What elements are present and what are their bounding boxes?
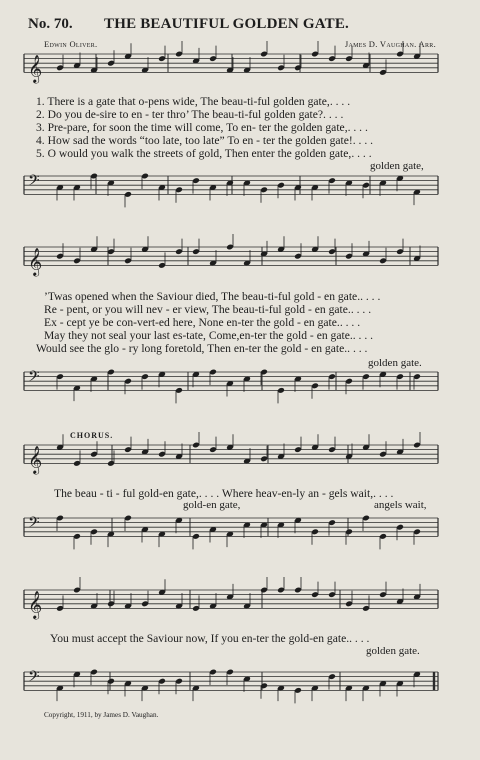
verse-line: 4. How sad the words “too late, too late” To en - ter the golden gate!. . . . — [36, 134, 374, 147]
verse-line: 3. Pre-pare, for soon the time will come, To en- ter the golden gate,. . . . — [36, 121, 368, 134]
bass-clef-icon: 𝄢 — [28, 668, 40, 689]
verse-line: Re - pent, or you will nev - er view, The beau-ti-ful gold - en gate.. . . . — [44, 303, 372, 316]
echo-text: angels wait, — [374, 499, 427, 511]
treble-clef-icon: 𝄞 — [28, 247, 43, 276]
arranger-credit: James D. Vaughan. Arr. — [344, 39, 436, 49]
verse-line: 1. There is a gate that o-pens wide, The beau-ti-ful golden gate,. . . . — [36, 95, 351, 108]
copyright-notice: Copyright, 1911, by James D. Vaughan. — [44, 711, 159, 719]
verse-line: Would see the glo - ry long foretold, Then en-ter the gold - en gate.. . . . — [36, 342, 368, 355]
author-credit: Edwin Oliver. — [44, 39, 98, 49]
bass-clef-icon: 𝄢 — [28, 368, 40, 389]
echo-text: golden gate. — [366, 645, 420, 657]
bass-clef-icon: 𝄢 — [28, 514, 40, 535]
final-line: You must accept the Saviour now, If you en-ter the gold-en gate.. . . . — [50, 632, 370, 645]
treble-clef-icon: 𝄞 — [28, 54, 43, 83]
echo-text: gold-en gate, — [183, 499, 241, 511]
verse-line: May they not seal your last es-tate, Come,en-ter the gold - en gate.. . . . — [44, 329, 374, 342]
hymn-number: No. 70. — [28, 16, 73, 32]
echo-text: golden gate. — [368, 357, 422, 369]
verse-line: ’Twas opened when the Saviour died, The beau-ti-ful gold - en gate.. . . . — [44, 290, 381, 303]
chorus-label: CHORUS. — [70, 431, 114, 440]
treble-clef-icon: 𝄞 — [28, 445, 43, 474]
hymn-title: THE BEAUTIFUL GOLDEN GATE. — [104, 16, 349, 32]
verse-line: 2. Do you de-sire to en - ter thro’ The beau-ti-ful golden gate?. . . . — [36, 108, 344, 121]
bass-clef-icon: 𝄢 — [28, 172, 40, 193]
verse-line: 5. O would you walk the streets of gold, Then enter the golden gate,. . . . — [36, 147, 372, 160]
echo-text: golden gate, — [370, 160, 424, 172]
treble-clef-icon: 𝄞 — [28, 590, 43, 619]
chorus-line: The beau - ti - ful gold-en gate,. . . . Where heav-en-ly an - gels wait,. . . . — [54, 487, 394, 500]
verse-line: Ex - cept ye be con-vert-ed here, None en-ter the gold - en gate.. . . . — [44, 316, 361, 329]
